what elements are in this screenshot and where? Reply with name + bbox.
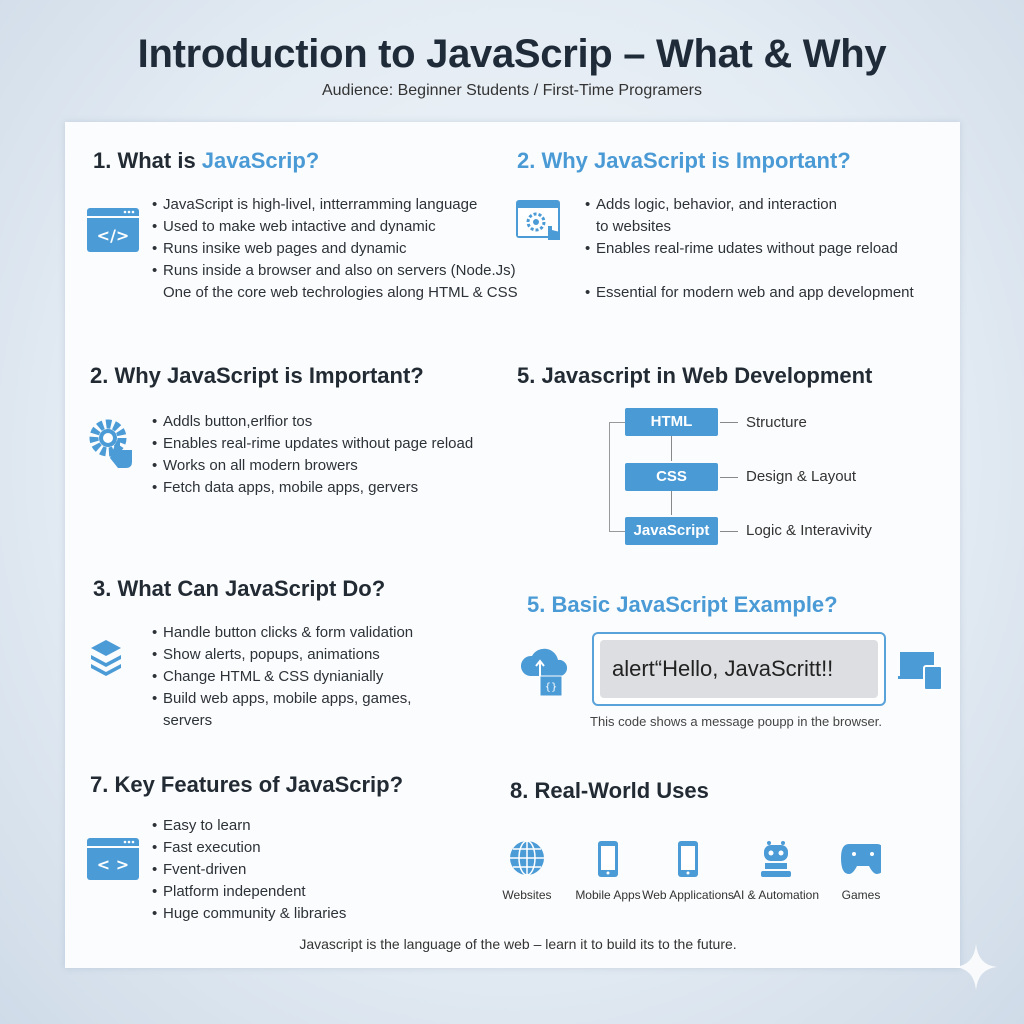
- bullet-item: servers: [163, 712, 213, 729]
- bullet-item: [585, 260, 914, 282]
- bullet-item: • Essential for modern web and app development: [585, 282, 914, 304]
- flow-connector: [609, 422, 625, 423]
- bullet-item: • Fetch data apps, mobile apps, gervers: [152, 477, 473, 499]
- section-key-features-heading: 7. Key Features of JavaScrip?: [90, 772, 404, 797]
- use-label-mobile-apps: Mobile Apps: [575, 888, 641, 902]
- phone-icon: [588, 840, 628, 878]
- heading-text: 1. What is: [93, 148, 202, 173]
- layers-icon: [90, 638, 122, 676]
- why-important-2-bullets: [152, 411, 473, 499]
- bullet-item: • Enables real-rime updates without page reload: [152, 433, 473, 455]
- devices-icon: [898, 652, 944, 690]
- bullet-item: • Build web apps, mobile apps, games,: [152, 688, 413, 710]
- section-what-is-heading: [93, 148, 319, 174]
- bullet-item: • Used to make web intactive and dynamic: [152, 216, 518, 238]
- page-title: Introduction to JavaScrip – What & Why: [137, 32, 887, 76]
- code-example-text: alert“Hello, JavaScritt!!: [600, 640, 878, 698]
- section-what-can-heading: 3. What Can JavaScript Do?: [93, 576, 386, 601]
- arrow-right-icon: [720, 531, 738, 532]
- flow-arrow-down: [671, 491, 672, 515]
- svg-text:{}: {}: [544, 682, 558, 693]
- section-why-important-2-heading: 2. Why JavaScript is Important?: [90, 363, 424, 388]
- bullet-item: to websites: [596, 218, 672, 235]
- cloud-code-icon: [520, 644, 576, 696]
- bullet-item: • Platform independent: [152, 881, 346, 903]
- heading-accent: JavaScrip?: [201, 148, 320, 173]
- bullet-item: • Show alerts, popups, animations: [152, 644, 413, 666]
- section-real-world-heading: 8. Real-World Uses: [510, 778, 709, 803]
- globe-icon: [507, 840, 547, 876]
- use-label-websites: Websites: [502, 888, 552, 902]
- flow-connector: [609, 422, 610, 531]
- arrow-right-icon: [720, 477, 738, 478]
- code-window-icon: [87, 838, 139, 880]
- bullet-item: • Works on all modern browers: [152, 455, 473, 477]
- code-window-icon: [87, 208, 139, 252]
- footer-tagline: Javascript is the language of the web – learn it to build its to the future.: [299, 936, 737, 952]
- bullet-item: • Change HTML & CSS dynianially: [152, 666, 413, 688]
- gear-click-icon: [88, 418, 140, 472]
- bullet-item: • Fvent-driven: [152, 859, 346, 881]
- flow-label-logic: Logic & Interavivity: [746, 522, 872, 539]
- sparkle-icon: [955, 944, 997, 990]
- code-example-box: [592, 632, 886, 706]
- flow-box-javascript: JavaScript: [625, 517, 718, 545]
- bullet-item: • Fast execution: [152, 837, 346, 859]
- svg-text:</>: </>: [96, 226, 130, 245]
- bullet-item: • Runs insike web pages and dynamic: [152, 238, 518, 260]
- bullet-item: • Huge community & libraries: [152, 903, 346, 925]
- bullet-item: • Runs inside a browser and also on servers (Node.Js): [152, 260, 518, 282]
- code-caption: This code shows a message poupp in the browser.: [590, 714, 882, 729]
- bullet-item: • Enables real-rime udates without page reload: [585, 238, 914, 260]
- bullet-item: • Easy to learn: [152, 815, 346, 837]
- bullet-item: • Addls button,erlfior tos: [152, 411, 473, 433]
- gear-click-icon: [516, 200, 566, 246]
- use-label-games: Games: [841, 888, 881, 902]
- use-label-web-applications: Web Applications: [642, 888, 734, 902]
- bullet-item: • Handle button clicks & form validation: [152, 622, 413, 644]
- section-basic-example-heading: 5. Basic JavaScript Example?: [527, 592, 838, 617]
- use-label-ai-automation: AI & Automation: [732, 888, 820, 902]
- what-is-bullets: [152, 194, 518, 304]
- key-features-bullets: [152, 815, 346, 925]
- flow-arrow-down: [671, 436, 672, 461]
- why-important-bullets: [585, 194, 914, 304]
- section-why-important-heading: 2. Why JavaScript is Important?: [517, 148, 851, 173]
- bullet-item: • Adds logic, behavior, and interaction: [585, 194, 914, 216]
- flow-label-design: Design & Layout: [746, 468, 857, 485]
- what-can-bullets: [152, 622, 413, 732]
- section-web-dev-heading: 5. Javascript in Web Development: [517, 363, 873, 388]
- bullet-item: One of the core web techrologies along HTML & CSS: [163, 284, 518, 301]
- svg-text:< >: < >: [96, 855, 130, 874]
- flow-box-css: CSS: [625, 463, 718, 491]
- arrow-right-icon: [720, 422, 738, 423]
- phone-icon: [668, 840, 708, 878]
- robot-icon: [756, 840, 796, 878]
- flow-box-html: HTML: [625, 408, 718, 436]
- flow-connector: [609, 531, 625, 532]
- page-subtitle: Audience: Beginner Students / First-Time Programers: [321, 82, 702, 99]
- flow-label-structure: Structure: [746, 414, 807, 431]
- bullet-item: • JavaScript is high-livel, intterramming language: [152, 194, 518, 216]
- gamepad-icon: [841, 840, 881, 876]
